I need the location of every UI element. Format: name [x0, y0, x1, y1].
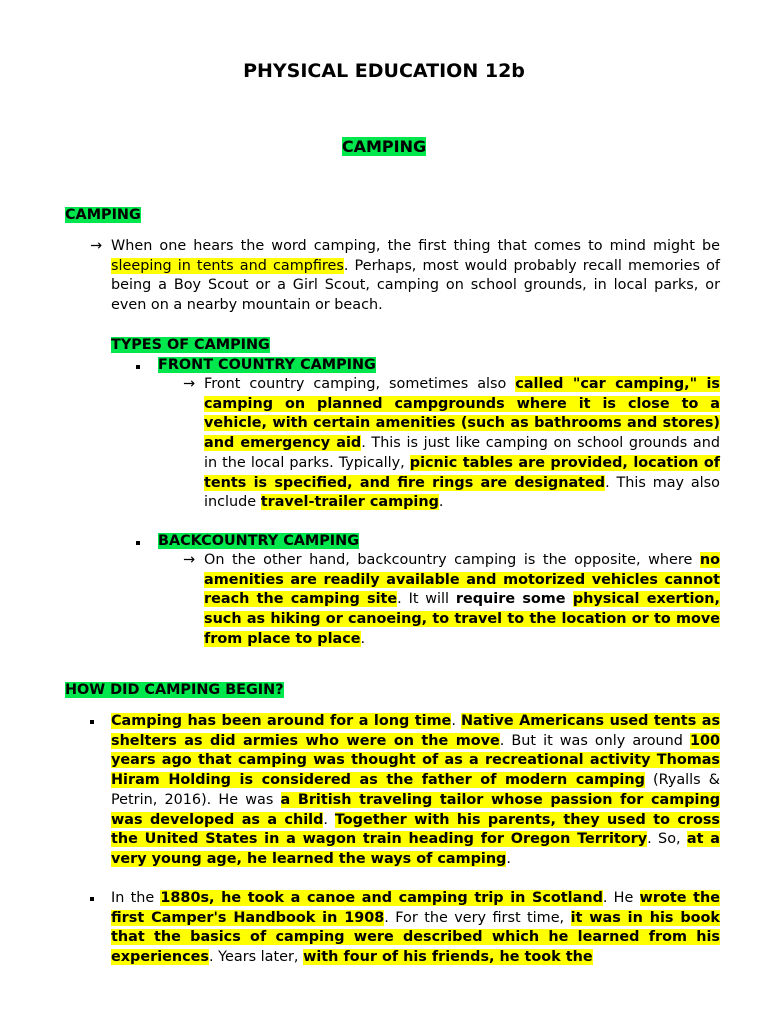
text-run: In the: [111, 890, 161, 906]
square-bullet-icon: [136, 541, 140, 545]
text-run: . This may also include: [204, 474, 720, 511]
text-run: .: [360, 630, 366, 647]
text-run: . He: [602, 890, 640, 906]
highlight-run: 100 years ago that camping was thought of as a recreational activity Thomas Hiram Holding is considered as the father of modern camping: [111, 732, 721, 789]
heading-camping: [65, 205, 141, 225]
highlight-run: called "car camping," is camping on planned campgrounds where it is close to a vehicle, with certain amenities (such as bathrooms and stores) and emergency aid: [204, 376, 720, 452]
square-bullet-icon: [90, 897, 94, 901]
highlight-run: sleeping in tents and campfires: [111, 257, 344, 274]
highlight-run: wrote the first Camper's Handbook in 1908: [111, 890, 720, 926]
text-run: On the other hand, backcountry camping is the opposite, where: [204, 552, 700, 568]
heading-front-text: FRONT COUNTRY CAMPING: [158, 357, 376, 373]
arrow-bullet-icon: →: [90, 238, 103, 254]
heading-types-text: TYPES OF CAMPING: [111, 337, 270, 353]
text-run: . For the very first time,: [384, 909, 571, 926]
highlight-run: no amenities are readily available and motorized vehicles cannot reach the camping site: [204, 552, 720, 608]
square-bullet-icon: [90, 720, 94, 724]
arrow-bullet-icon: →: [183, 552, 196, 568]
arrow-bullet-icon: →: [183, 376, 196, 392]
heading-history-text: HOW DID CAMPING BEGIN?: [65, 682, 284, 698]
section-title: [0, 137, 768, 156]
text-run: (Ryalls & Petrin, 2016). He was: [111, 772, 720, 808]
heading-types-of-camping: [111, 335, 270, 355]
highlight-run: it was in his book that the basics of camping were described which he learned from his experiences: [111, 909, 720, 966]
text-run: . So,: [647, 831, 687, 848]
heading-front-country: [158, 355, 376, 375]
heading-backcountry: [158, 531, 359, 551]
front-country-paragraph: [204, 375, 720, 513]
square-bullet-icon: [136, 365, 140, 369]
text-run: .: [438, 494, 444, 511]
text-run: . This is just like camping on school grounds and in the local parks. Typically,: [204, 435, 720, 471]
intro-paragraph: [111, 237, 720, 316]
highlight-run: Together with his parents, they used to cross the United States in a wagon train heading for Oregon Territory: [111, 811, 720, 848]
history-paragraph-1: [111, 712, 720, 870]
text-run: . But it was only around: [499, 732, 690, 749]
text-run: .: [323, 811, 335, 828]
highlight-run: picnic tables are provided, location of tents is specified, and fire rings are designated: [204, 454, 720, 491]
text-run: . It will: [397, 591, 456, 608]
text-run: . Years later,: [209, 949, 304, 966]
text-run: .: [506, 850, 511, 867]
heading-back-text: BACKCOUNTRY CAMPING: [158, 533, 360, 549]
backcountry-paragraph: [204, 551, 720, 650]
text-run: Front country camping, sometimes also: [204, 376, 516, 392]
highlight-run: 1880s, he took a canoe and camping trip in Scotland: [160, 890, 603, 906]
highlight-run: travel-trailer camping: [260, 494, 439, 511]
highlight-run: at a very young age, he learned the ways of camping: [111, 831, 721, 867]
history-paragraph-2: [111, 889, 720, 968]
highlight-run: Native Americans used tents as shelters as did armies who were on the move: [111, 713, 721, 749]
highlight-run: with four of his friends, he took the: [303, 949, 593, 966]
document-title: PHYSICAL EDUCATION 12b: [243, 60, 525, 82]
text-run: .: [451, 713, 461, 729]
bold-run: require some: [455, 591, 573, 608]
highlight-run: a British traveling tailor whose passion for camping was developed as a child: [111, 791, 720, 828]
section-title-text: CAMPING: [341, 137, 427, 156]
highlight-run: Camping has been around for a long time: [111, 713, 452, 729]
heading-how-did-camping-begin: [65, 680, 284, 700]
text-run: When one hears the word camping, the first thing that comes to mind might be: [111, 238, 720, 254]
highlight-run: physical exertion, such as hiking or canoeing, to travel to the location or to move from place to place: [204, 591, 720, 647]
heading-camping-text: CAMPING: [65, 207, 141, 223]
text-run: . Perhaps, most would probably recall memories of being a Boy Scout or a Girl Scout, camping on school grounds, in local parks, or even on a nearby mountain or beach.: [111, 257, 720, 314]
